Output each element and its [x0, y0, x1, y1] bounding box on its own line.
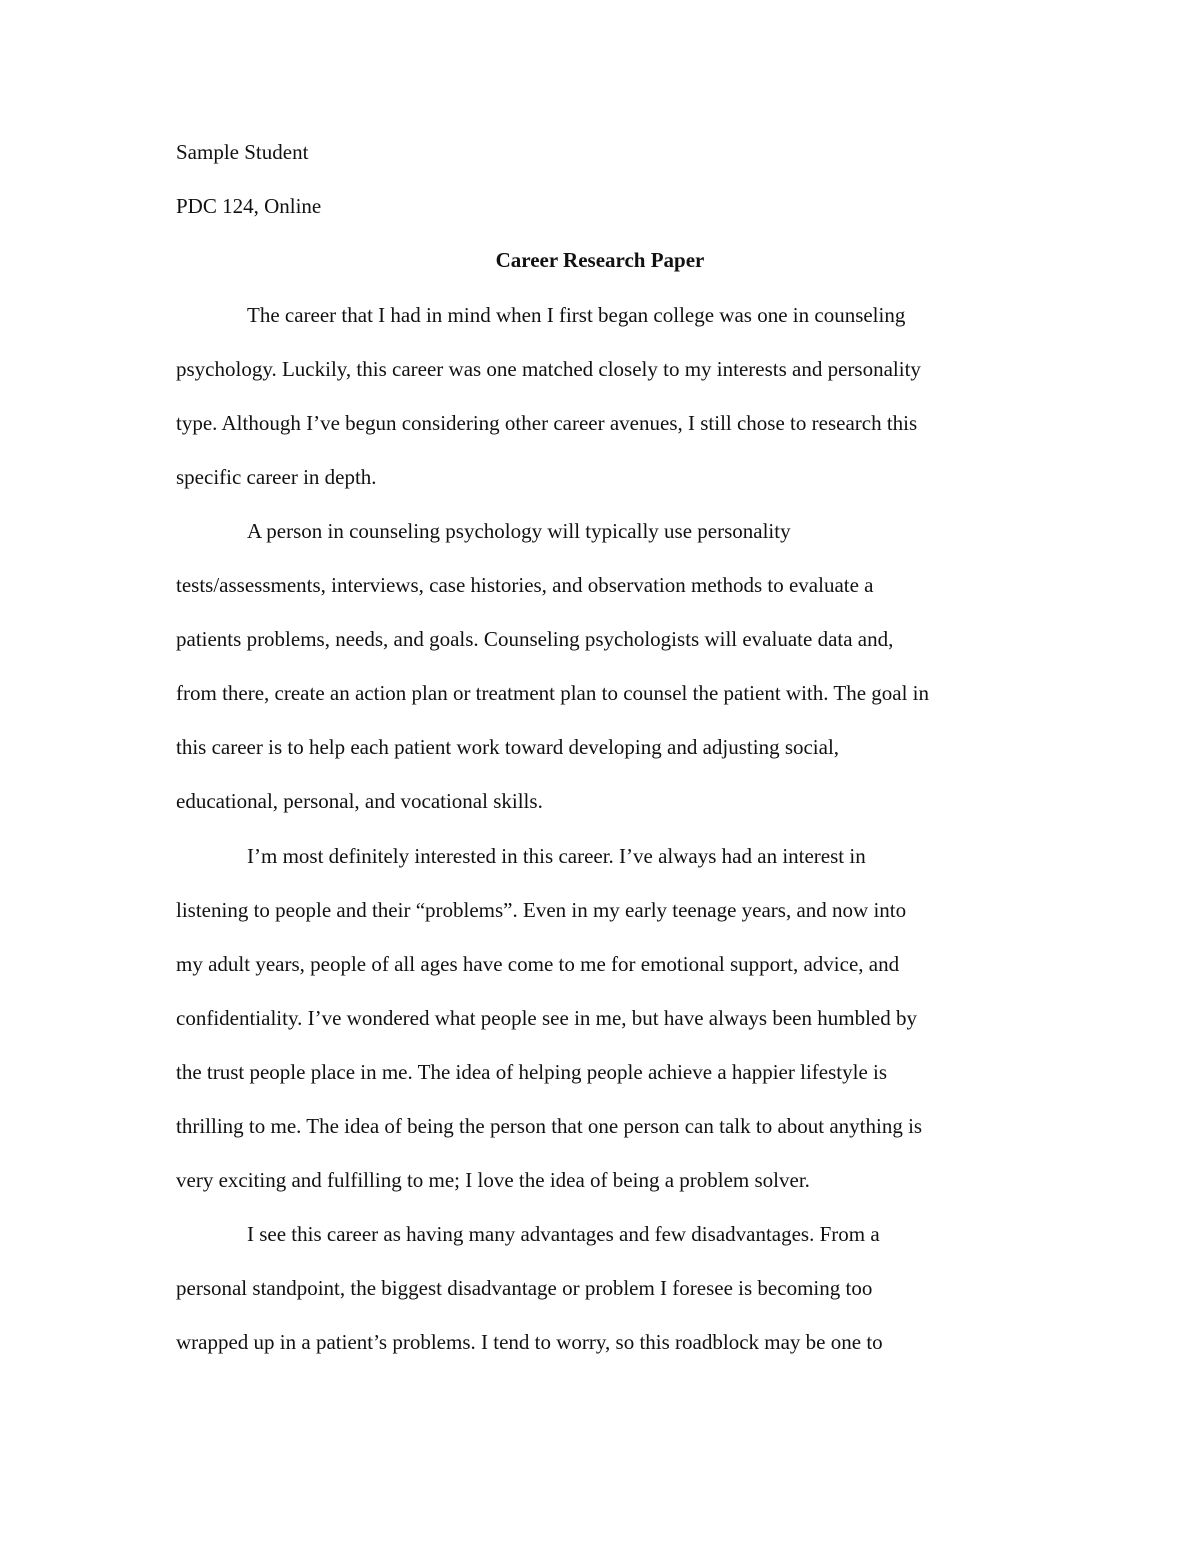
paragraph-2-line-4: from there, create an action plan or treatment plan to counsel the patient with. The goal in [176, 681, 930, 705]
paragraph-3-line-5: the trust people place in me. The idea of helping people achieve a happier lifestyle is [176, 1060, 888, 1084]
paragraph-2-line-3: patients problems, needs, and goals. Counseling psychologists will evaluate data and, [176, 627, 894, 651]
paragraph-3-line-6: thrilling to me. The idea of being the person that one person can talk to about anything is [176, 1114, 923, 1138]
paragraph-3-line-3: my adult years, people of all ages have come to me for emotional support, advice, and [176, 952, 900, 976]
paper-title: Career Research Paper [495, 248, 705, 272]
paragraph-3-line-1: I’m most definitely interested in this career. I’ve always had an interest in [247, 844, 866, 868]
paragraph-3-line-7: very exciting and fulfilling to me; I love the idea of being a problem solver. [176, 1168, 810, 1192]
paragraph-3-line-4: confidentiality. I’ve wondered what people see in me, but have always been humbled by [176, 1006, 917, 1030]
course-line: PDC 124, Online [176, 194, 322, 218]
paragraph-2-line-6: educational, personal, and vocational skills. [176, 789, 543, 813]
paragraph-1-line-3: type. Although I’ve begun considering other career avenues, I still chose to research this [176, 411, 918, 435]
paragraph-1-line-2: psychology. Luckily, this career was one matched closely to my interests and personality [176, 357, 921, 381]
student-name: Sample Student [176, 140, 309, 164]
paragraph-2-line-2: tests/assessments, interviews, case histories, and observation methods to evaluate a [176, 573, 874, 597]
paragraph-2-line-5: this career is to help each patient work toward developing and adjusting social, [176, 735, 840, 759]
paragraph-4-line-2: personal standpoint, the biggest disadvantage or problem I foresee is becoming too [176, 1276, 873, 1300]
paragraph-1-line-1: The career that I had in mind when I first began college was one in counseling [247, 303, 906, 327]
paragraph-1-line-4: specific career in depth. [176, 465, 377, 489]
paragraph-3-line-2: listening to people and their “problems”. Even in my early teenage years, and now into [176, 898, 907, 922]
paragraph-4-line-1: I see this career as having many advantages and few disadvantages. From a [247, 1222, 880, 1246]
paragraph-4-line-3: wrapped up in a patient’s problems. I tend to worry, so this roadblock may be one to [176, 1330, 883, 1354]
paragraph-2-line-1: A person in counseling psychology will typically use personality [247, 519, 791, 543]
